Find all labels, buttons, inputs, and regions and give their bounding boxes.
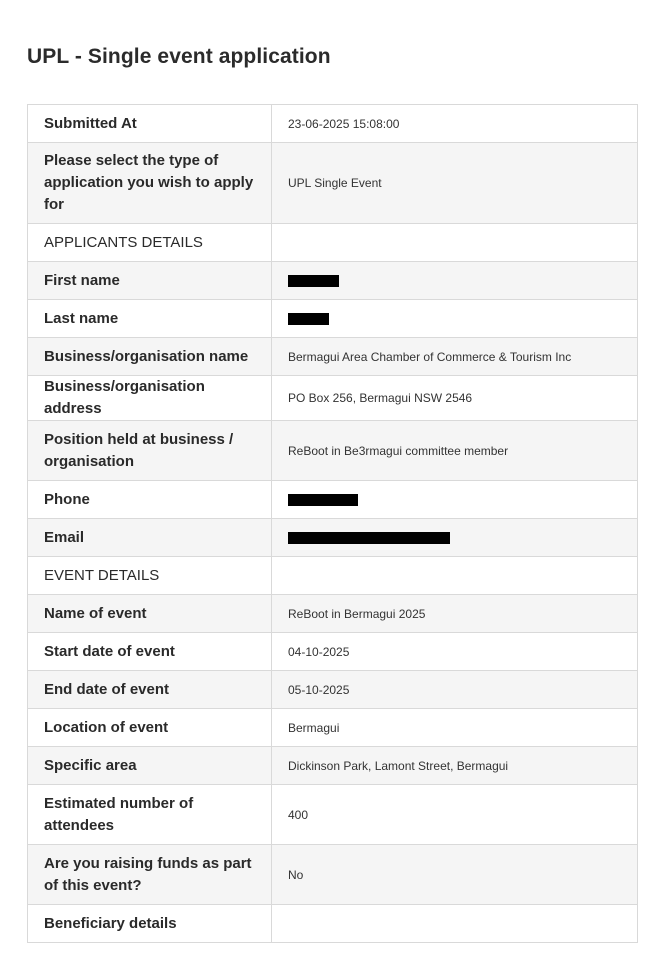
field-label-phone: Phone	[28, 481, 272, 519]
application-details-table	[27, 104, 638, 943]
field-label-application-type: Please select the type of application you wish to apply for	[28, 143, 272, 224]
page-title: UPL - Single event application	[27, 45, 331, 68]
field-value-empty	[272, 224, 638, 262]
field-label-submitted-at: Submitted At	[28, 105, 272, 143]
redaction-bar	[288, 494, 358, 506]
field-value-estimated-attendees: 400	[272, 785, 638, 845]
field-value-first-name	[272, 262, 638, 300]
field-label-business-address: Business/organisation address	[28, 376, 272, 421]
field-value-specific-area: Dickinson Park, Lamont Street, Bermagui	[272, 747, 638, 785]
field-label-first-name: First name	[28, 262, 272, 300]
field-value-business-name: Bermagui Area Chamber of Commerce & Tourism Inc	[272, 338, 638, 376]
field-label-event-name: Name of event	[28, 595, 272, 633]
table-row	[28, 376, 638, 421]
field-label-start-date: Start date of event	[28, 633, 272, 671]
redaction-bar	[288, 532, 450, 544]
field-value-phone	[272, 481, 638, 519]
table-row	[28, 709, 638, 747]
field-value-business-address: PO Box 256, Bermagui NSW 2546	[272, 376, 638, 421]
table-row	[28, 481, 638, 519]
redaction-bar	[288, 313, 329, 325]
table-row	[28, 845, 638, 905]
redaction-bar	[288, 275, 339, 287]
field-value-submitted-at: 23-06-2025 15:08:00	[272, 105, 638, 143]
table-row	[28, 300, 638, 338]
section-heading-applicants-details: APPLICANTS DETAILS	[28, 224, 272, 262]
table-row	[28, 671, 638, 709]
table-row	[28, 747, 638, 785]
field-value-beneficiary-details	[272, 905, 638, 943]
table-row	[28, 905, 638, 943]
table-row	[28, 421, 638, 481]
field-label-event-location: Location of event	[28, 709, 272, 747]
table-row	[28, 557, 638, 595]
table-row	[28, 785, 638, 845]
field-label-email: Email	[28, 519, 272, 557]
table-row	[28, 633, 638, 671]
field-value-email	[272, 519, 638, 557]
table-row	[28, 338, 638, 376]
field-value-raising-funds: No	[272, 845, 638, 905]
field-value-empty	[272, 557, 638, 595]
field-value-application-type: UPL Single Event	[272, 143, 638, 224]
table-row	[28, 143, 638, 224]
field-value-start-date: 04-10-2025	[272, 633, 638, 671]
field-label-raising-funds: Are you raising funds as part of this event?	[28, 845, 272, 905]
field-label-end-date: End date of event	[28, 671, 272, 709]
field-value-last-name	[272, 300, 638, 338]
field-label-specific-area: Specific area	[28, 747, 272, 785]
field-label-estimated-attendees: Estimated number of attendees	[28, 785, 272, 845]
field-label-business-name: Business/organisation name	[28, 338, 272, 376]
table-row	[28, 105, 638, 143]
field-label-position-held: Position held at business / organisation	[28, 421, 272, 481]
field-value-position-held: ReBoot in Be3rmagui committee member	[272, 421, 638, 481]
field-value-event-name: ReBoot in Bermagui 2025	[272, 595, 638, 633]
table-row	[28, 262, 638, 300]
table-row	[28, 519, 638, 557]
section-heading-event-details: EVENT DETAILS	[28, 557, 272, 595]
table-row	[28, 224, 638, 262]
field-label-last-name: Last name	[28, 300, 272, 338]
field-value-event-location: Bermagui	[272, 709, 638, 747]
field-value-end-date: 05-10-2025	[272, 671, 638, 709]
field-label-beneficiary-details: Beneficiary details	[28, 905, 272, 943]
table-row	[28, 595, 638, 633]
